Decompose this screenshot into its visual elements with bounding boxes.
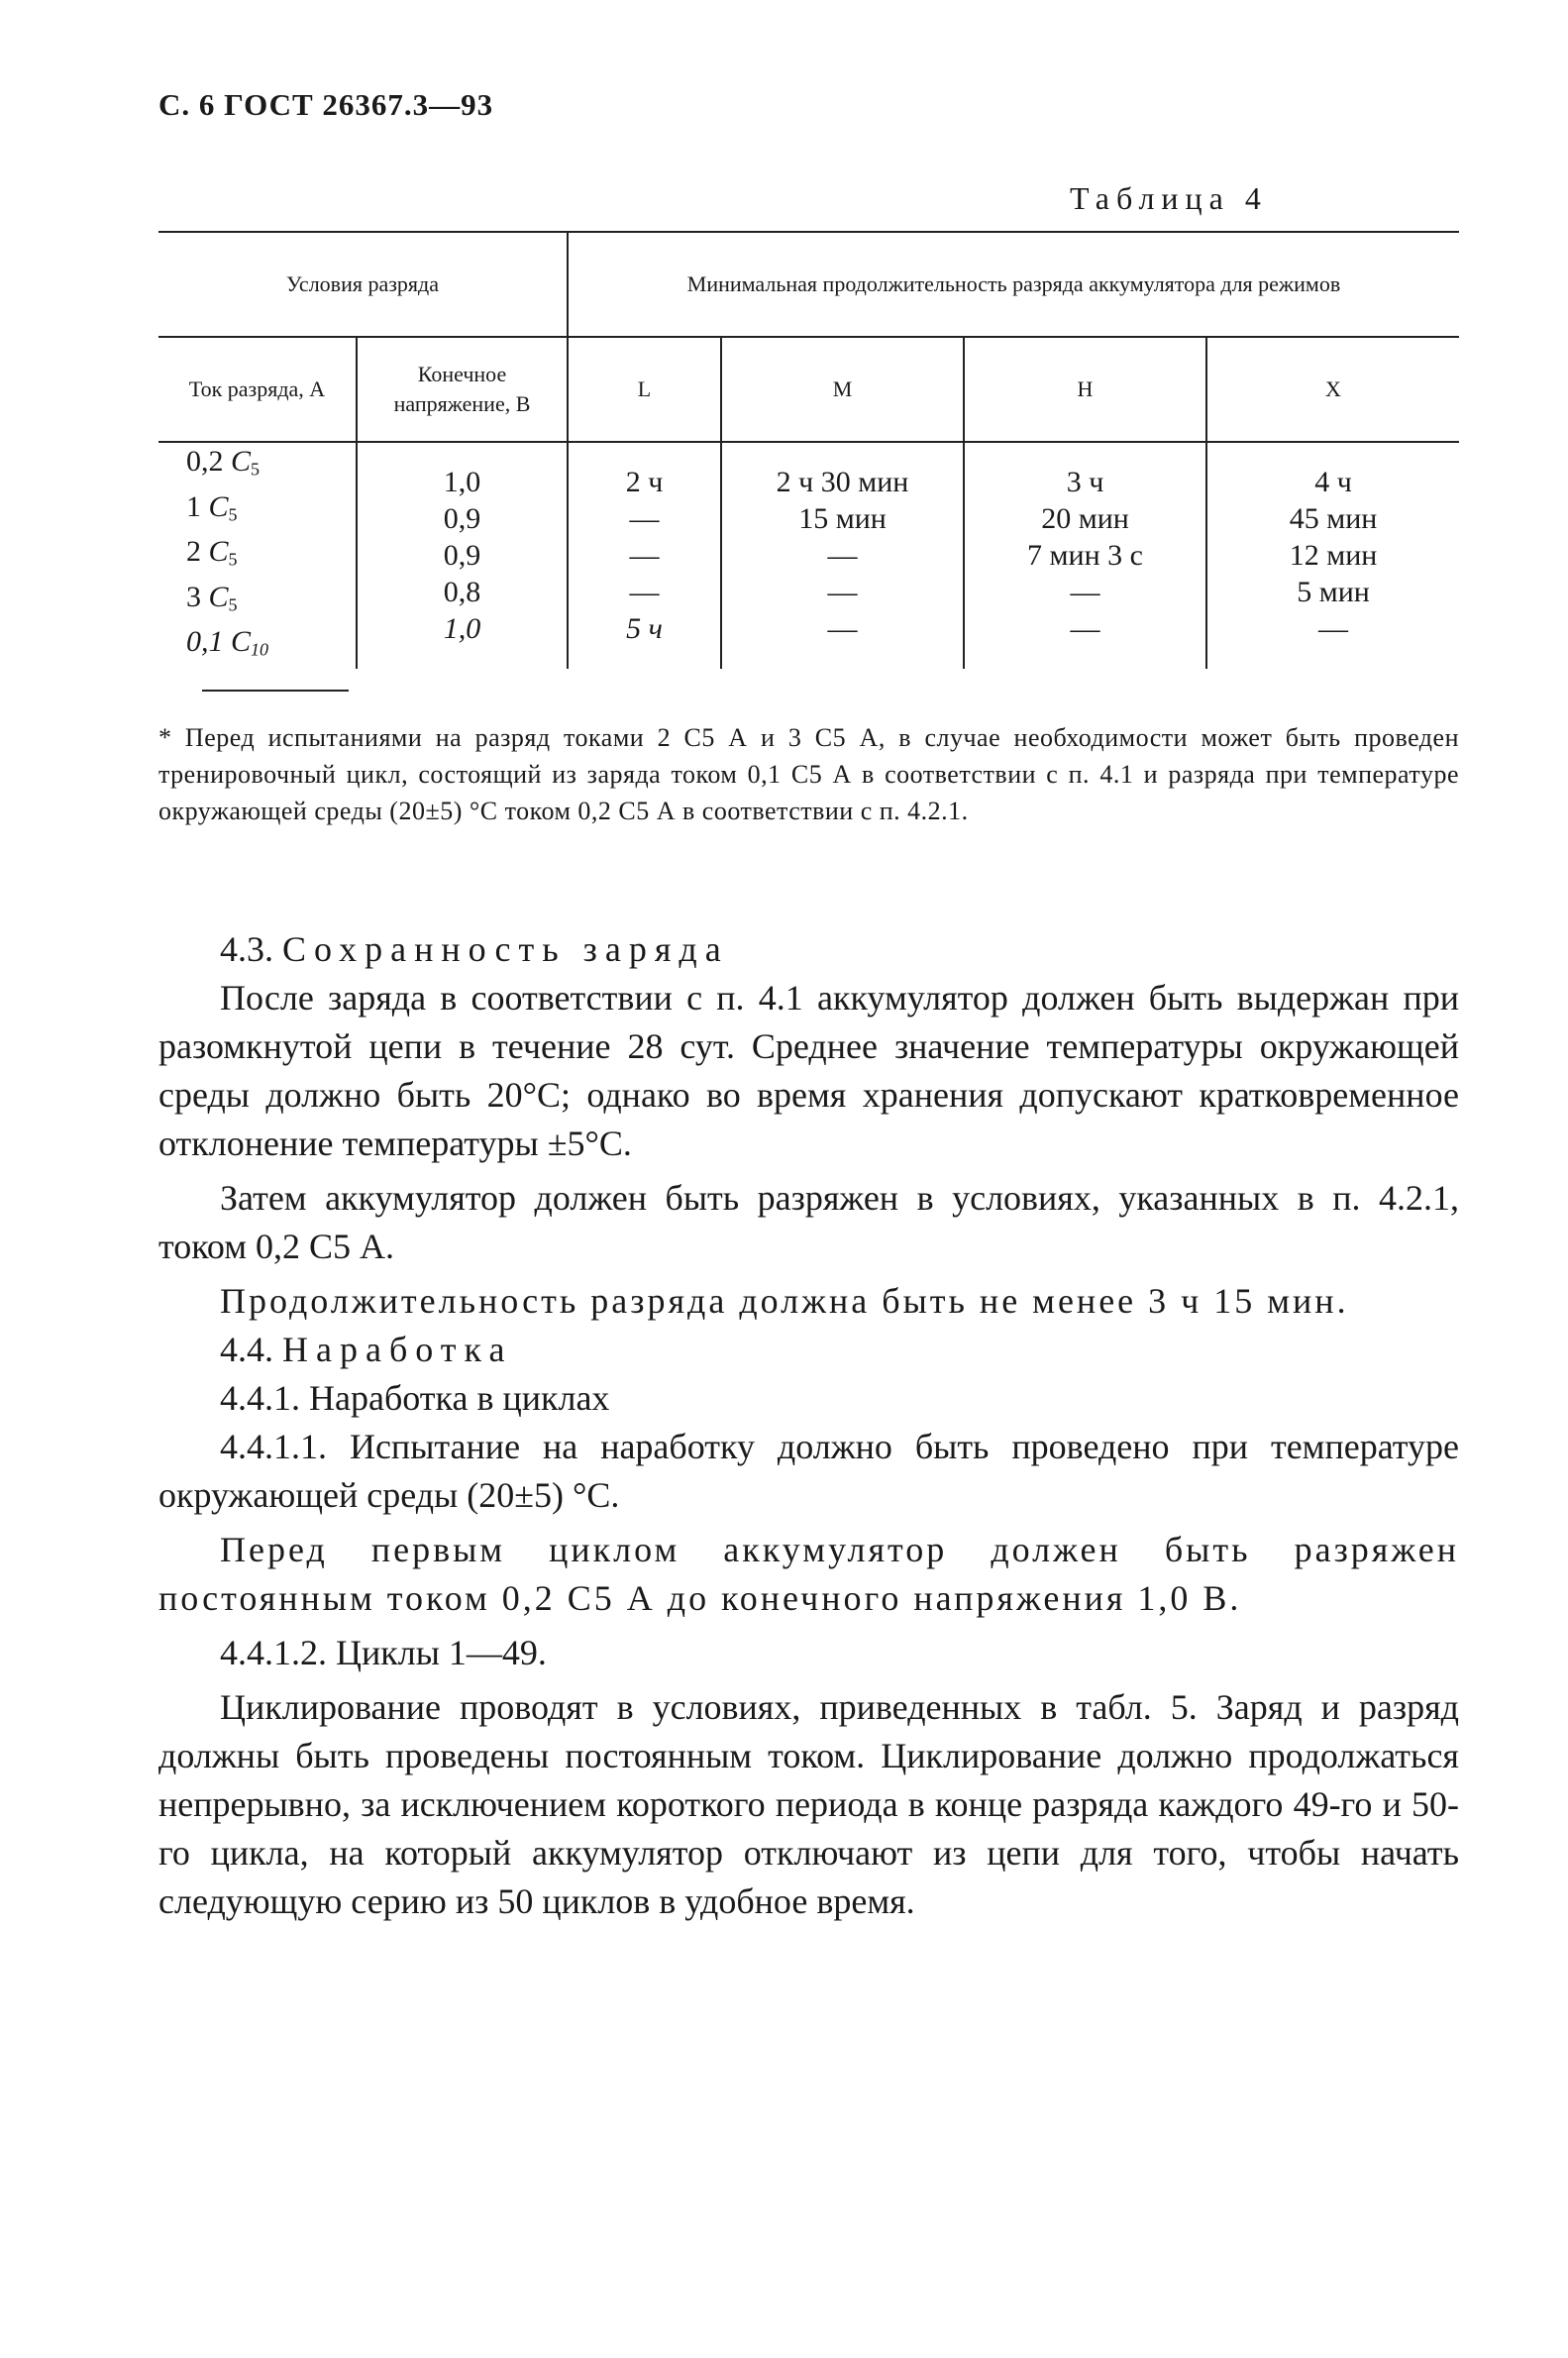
voltage-cell: 0,9: [443, 539, 481, 573]
subsection-heading: 4.4.1. Наработка в циклах: [220, 1378, 610, 1418]
footnote-divider: [202, 690, 349, 692]
col-mode-x-header: X: [1206, 337, 1459, 442]
capacity-symbol: C: [208, 535, 229, 568]
capacity-symbol: C: [231, 445, 252, 478]
mode-l-cell: —: [629, 576, 660, 609]
mode-h-column: [964, 442, 1206, 669]
mode-m-cell: 2 ч 30 мин: [776, 466, 909, 499]
current-value: 0,2: [186, 445, 224, 478]
main-text: [158, 925, 1459, 1926]
paragraph: Затем аккумулятор должен быть разряжен в условиях, указанных в п. 4.2.1, током 0,2 C5 А.: [158, 1178, 1459, 1266]
mode-x-cell: —: [1318, 612, 1348, 646]
capacity-symbol: C: [231, 625, 252, 658]
voltage-column: [357, 442, 568, 669]
col-mode-m-header: M: [721, 337, 964, 442]
section-4-4-heading: [158, 1326, 1459, 1374]
mode-l-cell: —: [629, 502, 660, 536]
capacity-symbol: C: [208, 580, 229, 613]
current-value: 2: [186, 535, 201, 568]
table-column-header: [158, 337, 1459, 442]
mode-m-cell: —: [827, 576, 858, 609]
subsection-heading: 4.4.1.2. Циклы 1—49.: [220, 1633, 547, 1672]
mode-h-cell: 7 мин 3 с: [1027, 539, 1143, 573]
group-conditions-header: Условия разряда: [158, 232, 568, 337]
col-current-header: Ток разряда, А: [158, 337, 357, 442]
mode-l-column: [568, 442, 721, 669]
capacity-symbol: C: [208, 489, 229, 523]
voltage-cell: 1,0: [443, 612, 481, 646]
mode-m-cell: —: [827, 612, 858, 646]
mode-h-cell: —: [1070, 576, 1100, 609]
current-cell: [186, 623, 356, 669]
section-number: 4.3.: [220, 929, 273, 969]
mode-x-cell: 45 мин: [1289, 502, 1378, 536]
capacity-subscript: 5: [228, 504, 238, 524]
paragraph: После заряда в соответствии с п. 4.1 аккумулятор должен быть выдержан при разомкнутой цепи в течение 28 сут. Среднее значение температуры окружающей среды должно быть 20°С; однако во время хранения допускают кратковременное отклонение температуры ±5°С.: [158, 978, 1459, 1163]
capacity-subscript: 5: [228, 594, 238, 614]
table-body: [158, 442, 1459, 669]
col-mode-l-header: L: [568, 337, 721, 442]
mode-l-cell: —: [629, 539, 660, 573]
capacity-subscript: 10: [251, 639, 269, 660]
capacity-subscript: 5: [251, 459, 261, 480]
voltage-cell: 0,9: [443, 502, 481, 536]
mode-m-column: [721, 442, 964, 669]
paragraph: Циклирование проводят в условиях, приведенных в табл. 5. Заряд и разряд должны быть проведены постоянным током. Циклирование должно продолжаться непрерывно, за исключением короткого периода в конце разряда каждого 49-го и 50-го цикла, на который аккумулятор отключают из цепи для того, чтобы начать следующую серию из 50 циклов в удобное время.: [158, 1687, 1459, 1921]
paragraph: Перед первым циклом аккумулятор должен быть разряжен постоянным током 0,2 C5 А до конечного напряжения 1,0 В.: [158, 1530, 1459, 1618]
mode-h-cell: —: [1070, 612, 1100, 646]
mode-h-cell: 3 ч: [1066, 466, 1104, 499]
mode-l-cell: 2 ч: [625, 466, 664, 499]
mode-m-cell: 15 мин: [798, 502, 887, 536]
table-footnote: * Перед испытаниями на разряд токами 2 C5 А и 3 C5 А, в случае необходимости может быть проведен тренировочный цикл, состоящий из заряда током 0,1 C5 А в соответствии с п. 4.1 и разряда при температуре окружающей среды (20±5) °С током 0,2 C5 А в соответствии с п. 4.2.1.: [158, 723, 1459, 825]
mode-h-cell: 20 мин: [1041, 502, 1129, 536]
voltage-cell: 0,8: [443, 576, 481, 609]
mode-x-column: [1206, 442, 1459, 669]
table-group-header: [158, 232, 1459, 337]
section-title: Сохранность заряда: [282, 929, 729, 969]
col-mode-h-header: H: [964, 337, 1206, 442]
mode-x-cell: 5 мин: [1297, 576, 1370, 609]
col-voltage-header: Конечное напряжение, В: [357, 337, 568, 442]
voltage-cell: 1,0: [443, 466, 481, 499]
page-header: С. 6 ГОСТ 26367.3—93: [158, 87, 494, 122]
group-duration-header: Минимальная продолжительность разряда аккумулятора для режимов: [568, 232, 1459, 337]
mode-l-cell: 5 ч: [626, 612, 663, 646]
current-value: 1: [186, 489, 201, 523]
paragraph: 4.4.1.1. Испытание на наработку должно быть проведено при температуре окружающей среды (20±5) °С.: [158, 1427, 1459, 1515]
current-cell: [186, 488, 356, 534]
mode-x-cell: 4 ч: [1314, 466, 1352, 499]
section-4-3-heading: [158, 925, 1459, 974]
current-value: 0,1: [186, 625, 224, 658]
mode-x-cell: 12 мин: [1289, 539, 1378, 573]
current-cell: [186, 579, 356, 624]
current-column: [158, 442, 357, 669]
paragraph: Продолжительность разряда должна быть не менее 3 ч 15 мин.: [220, 1281, 1349, 1321]
discharge-table: [158, 231, 1459, 669]
current-cell: [186, 443, 356, 488]
section-title: Наработка: [282, 1330, 513, 1369]
current-value: 3: [186, 580, 201, 613]
table-title: Таблица 4: [1070, 180, 1268, 216]
mode-m-cell: —: [827, 539, 858, 573]
current-cell: [186, 533, 356, 579]
capacity-subscript: 5: [228, 549, 238, 570]
section-number: 4.4.: [220, 1330, 273, 1369]
